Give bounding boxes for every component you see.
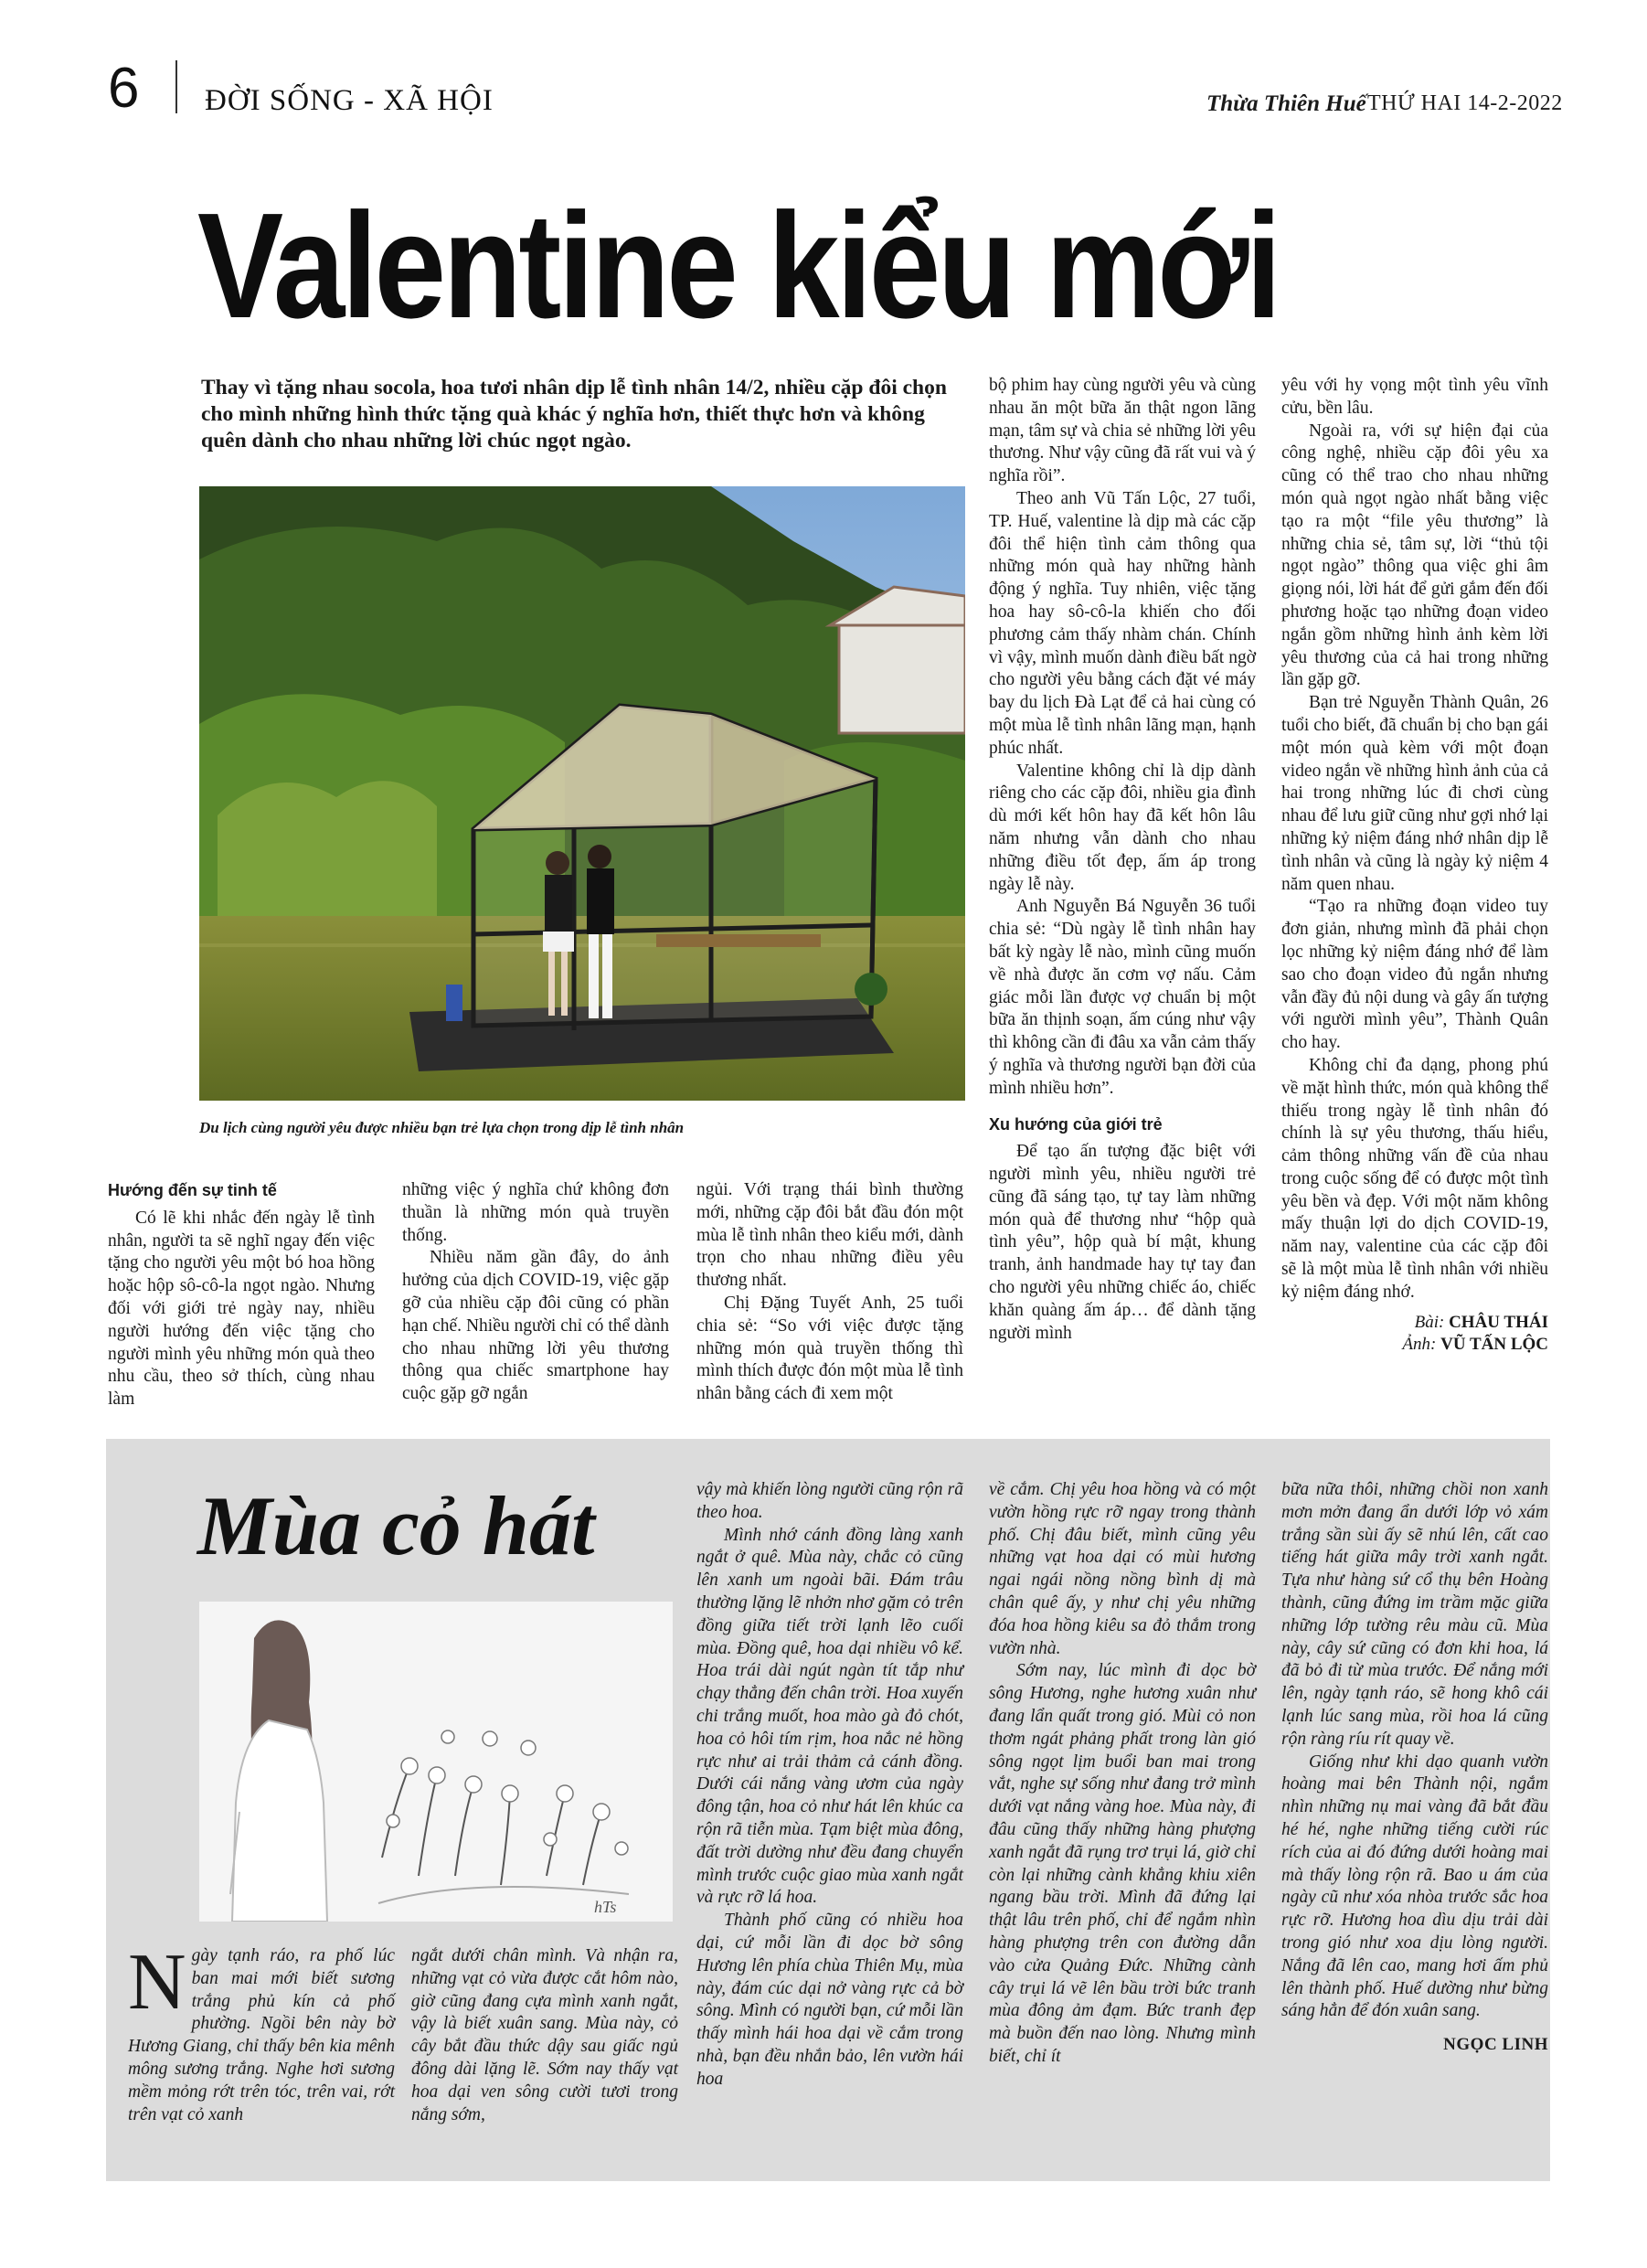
article1-col3: [696, 1179, 963, 1406]
paragraph: Chị Đặng Tuyết Anh, 25 tuổi chia sẻ: “So với việc được tặng những món quà truyền thống thì mình thích được đón một mùa lễ tình nhân bằng cách đi xem một: [696, 1293, 963, 1404]
paper-name: Thừa Thiên Huế: [1206, 91, 1366, 116]
header-divider: [175, 60, 177, 113]
paragraph: Không chỉ đa dạng, phong phú về mặt hình thức, món quà không thể thiếu trong ngày lễ tình nhân đó chính là sự yêu thương, thấu hiểu, cảm thông những vấn đề của nhau trong cuộc sống để có được một tình yêu bền và đẹp. Với một năm không mấy thuận lợi do dịch COVID-19, năm nay, valentine của các cặp đôi sẽ là một mùa lễ tình nhân với nhiều kỷ niệm đáng nhớ.: [1281, 1055, 1548, 1302]
paragraph: Bạn trẻ Nguyễn Thành Quân, 26 tuổi cho biết, đã chuẩn bị cho bạn gái một món quà kèm với một đoạn video ngắn về những hình ảnh của cả hai trong những lúc đi chơi cùng nhau để lưu giữ cũng như gợi nhớ lại những kỷ niệm đáng nhớ nhân dịp lễ tình nhân và cũng là ngày kỷ niệm 4 năm quen nhau.: [1281, 693, 1548, 894]
paragraph: bộ phim hay cùng người yêu và cùng nhau ăn một bữa ăn thật ngon lãng mạn, tâm sự và chia sẻ những lời yêu thương. Như vậy cũng đã rất vui và ý nghĩa rồi”.: [989, 376, 1256, 486]
article1-col4: [989, 375, 1256, 1345]
paragraph: gày tạnh ráo, ra phố lúc ban mai mới biết sương trắng phủ kín cả phố phường. Ngồi bên này bờ Hương Giang, chỉ thấy bên kia mênh mông sương trắng. Nghe hơi sương mềm mỏng rớt trên tóc, trên vai, rớt trên vạt cỏ xanh: [128, 1946, 395, 2124]
dropcap: N: [128, 1938, 186, 2027]
section-name: ĐỜI SỐNG - XÃ HỘI: [205, 84, 494, 117]
paragraph: vậy mà khiến lòng người cũng rộn rã theo hoa.: [696, 1480, 963, 1522]
paragraph: yêu với hy vọng một tình yêu vĩnh cửu, bền lâu.: [1281, 376, 1548, 418]
article2-col3: [696, 1479, 963, 2092]
greenhouse-couple-photo: [199, 486, 965, 1101]
article2-col4: [989, 1479, 1256, 2069]
article-lead: Thay vì tặng nhau socola, hoa tươi nhân dịp lễ tình nhân 14/2, nhiều cặp đôi chọn cho mình những hình thức tặng quà khác ý nghĩa hơn, thiết thực hơn và không quên dành cho nhau những lời chúc ngọt ngào.: [201, 376, 947, 453]
girl-flowers-illustration: [199, 1602, 673, 1922]
subhead-gioi-tre: Xu hướng của giới trẻ: [989, 1114, 1163, 1134]
main-headline: Valentine kiểu mới: [197, 182, 1279, 349]
paragraph: Mình nhớ cánh đồng làng xanh ngắt ở quê. Mùa này, chắc cỏ cũng lên xanh um ngoài bãi. Đám trâu thường lặng lẽ nhởn nhơ gặm cỏ trên đồng giữa tiết trời lạnh lẽo cuối mùa. Đồng quê, hoa dại nhiều vô kể. Hoa trái dài ngút ngàn tít tắp như chạy thẳng đến chân trời. Hoa xuyến chi trắng muốt, hoa mào gà đỏ chót, hoa cỏ hôi tím rịm, hoa nắc nẻ hồng rực như ai trải thảm cả cánh đồng. Dưới cái nắng vàng ươm của ngày đông tận, hoa cỏ như hát lên khúc ca rộn rã tiễn mùa. Tạm biệt mùa đông, đất trời dường như đều đang chuyển mình trước cuộc giao mùa xanh ngắt và rực rỡ lá hoa.: [696, 1525, 963, 1908]
paragraph: Để tạo ấn tượng đặc biệt với người mình yêu, nhiều người trẻ cũng đã sáng tạo, tự tay làm những món quà để thương như “hộp quà tình yêu”, hộp quà bí mật, khung tranh, ảnh handmade hay tự tay đan cho người yêu những chiếc áo, chiếc khăn quàng ấm áp… để dành tặng người mình: [989, 1142, 1256, 1343]
photo-caption: Du lịch cùng người yêu được nhiều bạn trẻ lựa chọn trong dịp lễ tình nhân: [199, 1119, 685, 1136]
paragraph: những việc ý nghĩa chứ không đơn thuần là những món quà truyền thống.: [402, 1180, 669, 1245]
paragraph: Anh Nguyễn Bá Nguyễn 36 tuổi chia sẻ: “Dù ngày lễ tình nhân hay bất kỳ ngày lễ nào, mình cũng muốn về nhà được ăn cơm vợ nấu. Cảm giác mỗi lần được vợ chuẩn bị một bữa ăn thịnh soạn, ấm cúng như vậy thì không cần đi đâu xa vẫn cảm thấy ý nghĩa và thương người bạn đời của mình nhiều hơn”.: [989, 897, 1256, 1098]
page-number: 6: [108, 57, 140, 120]
paragraph: Valentine không chỉ là dịp dành riêng cho các cặp đôi, nhiều gia đình dù mới kết hôn hay đã kết hôn lâu năm nhưng vẫn dành cho nhau những điều tốt đẹp, ấm áp trong ngày lễ này.: [989, 761, 1256, 894]
paragraph: Ngoài ra, với sự hiện đại của công nghệ, nhiều cặp đôi yêu xa cũng có thể trao cho nhau những món quà ngọt ngào nhất bằng việc tạo ra một “file yêu thương” là những chia sẻ, tâm sự, lời “thủ tội ngọt ngào” thông qua việc ghi âm giọng nói, lời hát để gửi gắm đến đối phương hoặc tạo những đoạn video ngắn gồm những hình ảnh kèm lời yêu thương của cả hai trong những lần gặp gỡ.: [1281, 421, 1548, 690]
article1-col1: [108, 1179, 375, 1411]
paragraph: Thành phố cũng có nhiều hoa dại, cứ mỗi lần đi dọc bờ sông Hương lên phía chùa Thiên Mụ, mùa này, đám cúc dại nở vàng rực cả bờ sông. Mình có người bạn, cứ mỗi lần thấy mình hái hoa dại về cắm trong nhà, bạn đều nhắn bảo, lên vườn hái hoa: [696, 1911, 963, 2089]
byline-author: Bài: CHÂU THÁI: [1414, 1312, 1548, 1332]
subhead-tinh-te: Hướng đến sự tinh tế: [108, 1181, 277, 1199]
paragraph: “Tạo ra những đoạn video tuy đơn giản, nhưng mình đã phải chọn lọc những kỷ niệm đáng nhớ để làm sao cho đoạn video đủ ngắn nhưng vẫn đầy đủ nội dung và gây ấn tượng với người mình yêu”, Thành Quân cho hay.: [1281, 897, 1548, 1053]
article2-col1: [128, 1938, 395, 2126]
feature-title: Mùa cỏ hát: [197, 1479, 595, 1572]
paragraph: Giống như khi dạo quanh vườn hoàng mai bên Thành nội, ngắm nhìn những nụ mai vàng đã bắt đầu hé hé, nghe những tiếng cười rúc rích của ai đó đứng dưới hoàng mai mà thấy lòng rộn rã. Bao u ám của ngày cũ như xóa nhòa trước sắc hoa rực rỡ. Hương hoa dìu dịu trải dài trong gió như xoa dịu lòng người. Nắng đã lên cao, mang hơi ấm phủ lên thành phố. Huế dường như bừng sáng hẳn để đón xuân sang.: [1281, 1752, 1548, 2021]
paragraph: ngủi. Với trạng thái bình thường mới, những cặp đôi bắt đầu đón một mùa lễ tình nhân theo kiểu mới, dành trọn cho nhau những điều yêu thương nhất.: [696, 1180, 963, 1291]
paragraph: ngắt dưới chân mình. Và nhận ra, những vạt cỏ vừa được cắt hôm nào, giờ cũng đang cựa mình xanh ngắt, vậy là biết xuân sang. Mùa này, cỏ cây bắt đầu thức dậy sau giấc ngủ đông dài lặng lẽ. Sớm nay thấy vạt hoa dại ven sông cười tươi trong nắng sớm,: [411, 1946, 678, 2124]
paragraph: về cắm. Chị yêu hoa hồng và có một vườn hồng rực rỡ ngay trong thành phố. Chị đâu biết, mình cũng yêu những vạt hoa dại có mùi hương ngai ngái nồng nồng bình dị mà chân quê ấy, y như chị yêu những đóa hoa hồng kiêu sa đỏ thắm trong vườn nhà.: [989, 1480, 1256, 1658]
article2-col5: [1281, 1479, 1548, 2057]
paragraph: Sớm nay, lúc mình đi dọc bờ sông Hương, nghe hương xuân như đang lẩn quất trong gió. Mùi cỏ non thơm ngát phảng phất trong làn gió sông ngọt lịm buổi ban mai trong vắt, nghe sự sống như đang trở mình dưới vạt nắng vàng hoe. Mùa này, đi đâu cũng thấy những hàng phượng xanh ngắt đã rụng trơ trụi lá, giờ chỉ còn lại những cành khẳng khiu xiên ngang bầu trời. Mình đã đứng lại thật lâu trên phố, chỉ để ngắm nhìn hàng phượng trên con đường dẫn vào cửa Quảng Đức. Những cành cây trụi lá vẽ lên bầu trời bức tranh mùa đông ảm đạm. Bức tranh đẹp mà buồn đến nao lòng. Nhưng mình biết, chỉ ít: [989, 1661, 1256, 2066]
paragraph: Theo anh Vũ Tấn Lộc, 27 tuổi, TP. Huế, valentine là dịp mà các cặp đôi thể hiện tình cảm thông qua những món quà hay những hành động ý nghĩa. Tuy nhiên, việc tặng hoa hay sô-cô-la khiến cho đối phương cảm thấy nhàm chán. Chính vì vậy, mình muốn dành điều bất ngờ cho người yêu bằng cách đặt vé máy bay du lịch Đà Lạt để cả hai cùng có một mùa lễ tình nhân lãng mạn, hạnh phúc nhất.: [989, 488, 1256, 758]
paragraph: Nhiều năm gần đây, do ảnh hưởng của dịch COVID-19, việc gặp gỡ của nhiều cặp đôi cũng có phần hạn chế. Nhiều người chỉ có thể dành cho nhau những lời yêu thương thông qua chiếc smartphone hay cuộc gặp gỡ ngắn: [402, 1248, 669, 1404]
paragraph: Có lẽ khi nhắc đến ngày lễ tình nhân, người ta sẽ nghĩ ngay đến việc tặng cho người yêu một bó hoa hồng hoặc hộp sô-cô-la ngọt ngào. Nhưng đối với giới trẻ ngày nay, nhiều người hướng đến việc tặng cho người mình yêu những món quà theo nhu cầu, theo sở thích, cùng nhau làm: [108, 1208, 375, 1410]
paragraph: bữa nữa thôi, những chồi non xanh mơn mởn đang ẩn dưới lớp vỏ xám trắng sần sùi ấy sẽ nhú lên, cất cao tiếng hát giữa mây trời xanh ngắt. Tựa như hàng sứ cổ thụ bên Hoàng thành, cũng đứng im trầm mặc giữa những lớp tường rêu màu cũ. Mùa này, cây sứ cũng có đơn khi hoa, lá đã bỏ đi từ mùa trước. Để nắng mới lên, ngày tạnh ráo, sẽ hong khô cái lạnh lúc sang mùa, rồi hoa lá cũng rộn ràng ríu rít quay về.: [1281, 1480, 1548, 1749]
article1-col5: [1281, 375, 1548, 1357]
issue-date: THỨ HAI 14-2-2022: [1367, 91, 1563, 115]
feature-author: NGỌC LINH: [1443, 2035, 1548, 2055]
article1-col2: [402, 1179, 669, 1406]
byline-photo: Ảnh: VŨ TẤN LỘC: [1402, 1335, 1548, 1355]
article2-col2: [411, 1945, 678, 2126]
illustration-signature: hTs: [594, 1898, 617, 1916]
